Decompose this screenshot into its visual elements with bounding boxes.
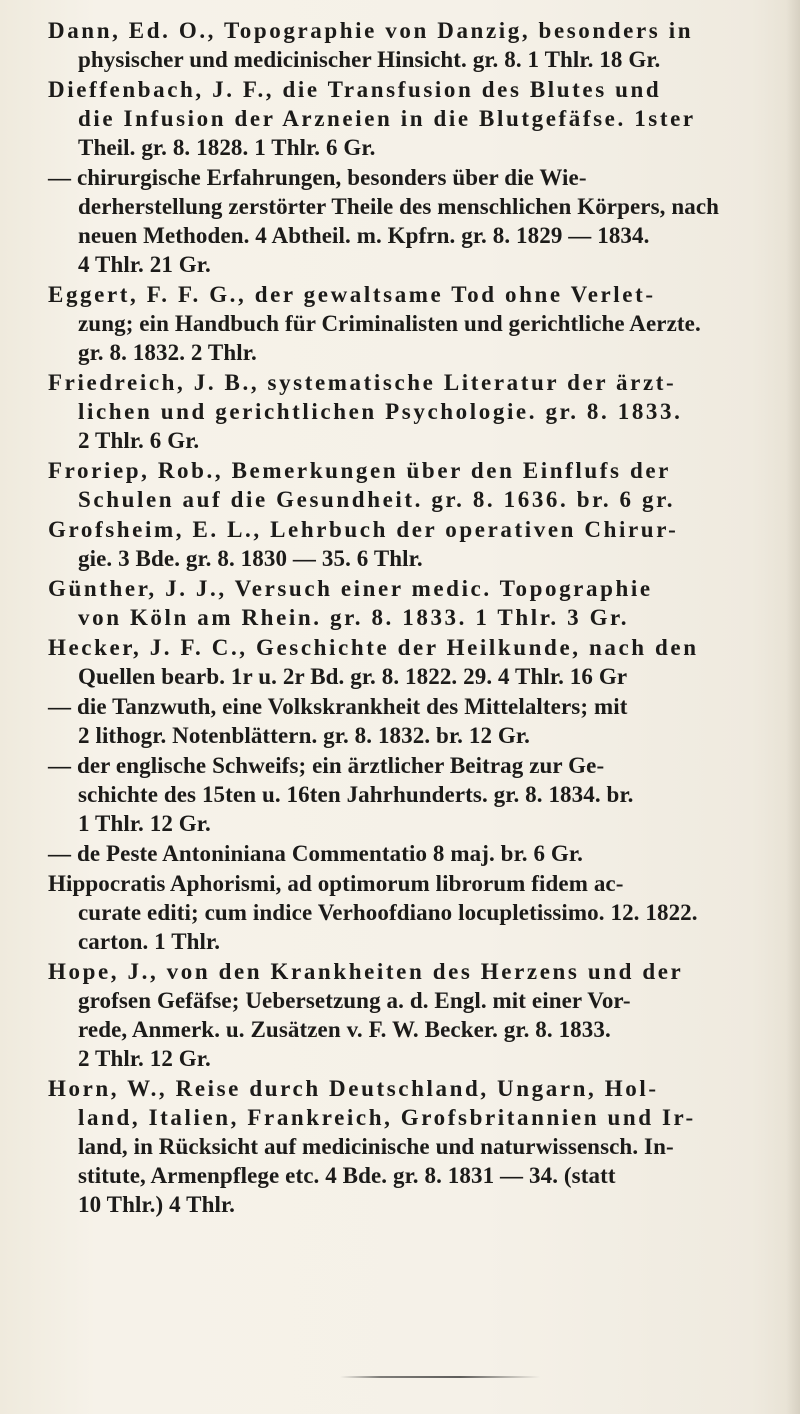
catalog-entry: [48, 633, 778, 691]
decorative-rule: [340, 1376, 540, 1378]
entry-line: gr. 8. 1832. 2 Thlr.: [78, 340, 257, 365]
entry-line: 2 lithogr. Notenblättern. gr. 8. 1832. br. 12 Gr.: [78, 723, 530, 748]
entry-line: — de Peste Antoniniana Commentatio 8 maj. br. 6 Gr.: [48, 841, 583, 866]
catalog-entry: [48, 163, 778, 279]
entry-line: Grofsheim, E. L., Lehrbuch der operativen Chirur-: [48, 517, 679, 542]
entry-line: 4 Thlr. 21 Gr.: [78, 252, 211, 277]
entry-line: grofsen Gefäfse; Uebersetzung a. d. Engl. mit einer Vor-: [78, 988, 631, 1013]
entry-line: von Köln am Rhein. gr. 8. 1833. 1 Thlr. 3 Gr.: [78, 605, 630, 630]
entry-line: — die Tanzwuth, eine Volkskrankheit des Mittelalters; mit: [48, 694, 628, 719]
catalog-entry: [48, 692, 778, 750]
catalog-entry: [48, 957, 778, 1073]
entry-line: Eggert, F. F. G., der gewaltsame Tod ohne Verlet-: [48, 282, 656, 307]
entry-line: Quellen bearb. 1r u. 2r Bd. gr. 8. 1822. 29. 4 Thlr. 16 Gr: [78, 664, 628, 689]
entry-line: rede, Anmerk. u. Zusätzen v. F. W. Becker. gr. 8. 1833.: [78, 1017, 611, 1042]
entry-line: stitute, Armenpflege etc. 4 Bde. gr. 8. 1831 — 34. (statt: [78, 1163, 616, 1188]
entry-line: Horn, W., Reise durch Deutschland, Ungarn, Hol-: [48, 1076, 659, 1101]
entry-line: gie. 3 Bde. gr. 8. 1830 — 35. 6 Thlr.: [78, 546, 423, 571]
catalog-entry: [48, 869, 778, 956]
entry-line: Theil. gr. 8. 1828. 1 Thlr. 6 Gr.: [78, 135, 376, 160]
entry-line: curate editi; cum indice Verhoofdiano locupletissimo. 12. 1822.: [78, 900, 698, 925]
entry-line: land, Italien, Frankreich, Grofsbritannien und Ir-: [78, 1105, 696, 1130]
catalog-entry: [48, 751, 778, 838]
entry-line: die Infusion der Arzneien in die Blutgefäfse. 1ster: [78, 106, 696, 131]
entry-line: Hope, J., von den Krankheiten des Herzens und der: [48, 959, 684, 984]
catalog-entry: [48, 515, 778, 573]
entry-line: Friedreich, J. B., systematische Literatur der ärzt-: [48, 370, 677, 395]
entry-line: 10 Thlr.) 4 Thlr.: [78, 1192, 236, 1217]
entry-line: Hippocratis Aphorismi, ad optimorum librorum fidem ac-: [48, 871, 624, 896]
catalog-entry: [48, 16, 778, 74]
catalog-entry: [48, 280, 778, 367]
entry-line: land, in Rücksicht auf medicinische und naturwissensch. In-: [78, 1134, 674, 1159]
catalog-entry: [48, 839, 778, 868]
entry-line: Günther, J. J., Versuch einer medic. Topographie: [48, 576, 653, 601]
entry-line: derherstellung zerstörter Theile des menschlichen Körpers, nach: [78, 194, 720, 219]
catalog-entry: [48, 574, 778, 632]
entry-line: — chirurgische Erfahrungen, besonders über die Wie-: [48, 165, 587, 190]
entry-line: schichte des 15ten u. 16ten Jahrhunderts. gr. 8. 1834. br.: [78, 782, 634, 807]
catalog-entry: [48, 456, 778, 514]
entry-line: carton. 1 Thlr.: [78, 929, 221, 954]
entry-line: 1 Thlr. 12 Gr.: [78, 811, 211, 836]
entry-line: — der englische Schweifs; ein ärztlicher Beitrag zur Ge-: [48, 753, 605, 778]
catalog-entry: [48, 1074, 778, 1219]
entry-line: Dieffenbach, J. F., die Transfusion des Blutes und: [48, 77, 662, 102]
entry-line: neuen Methoden. 4 Abtheil. m. Kpfrn. gr. 8. 1829 — 1834.: [78, 223, 650, 248]
catalog-entry: [48, 75, 778, 162]
entry-line: Schulen auf die Gesundheit. gr. 8. 1636. br. 6 gr.: [78, 487, 676, 512]
entry-line: 2 Thlr. 12 Gr.: [78, 1046, 211, 1071]
entry-line: Froriep, Rob., Bemerkungen über den Einflufs der: [48, 458, 671, 483]
entry-line: physischer und medicinischer Hinsicht. gr. 8. 1 Thlr. 18 Gr.: [78, 47, 661, 72]
entry-line: 2 Thlr. 6 Gr.: [78, 428, 200, 453]
entry-line: Hecker, J. F. C., Geschichte der Heilkunde, nach den: [48, 635, 699, 660]
entry-line: lichen und gerichtlichen Psychologie. gr. 8. 1833.: [78, 399, 683, 424]
catalog-entry: [48, 368, 778, 455]
entry-line: Dann, Ed. O., Topographie von Danzig, besonders in: [48, 18, 694, 43]
entry-line: zung; ein Handbuch für Criminalisten und gerichtliche Aerzte.: [78, 311, 701, 336]
book-catalog-list: [48, 16, 778, 1220]
page-edge-shadow: [786, 0, 800, 1414]
